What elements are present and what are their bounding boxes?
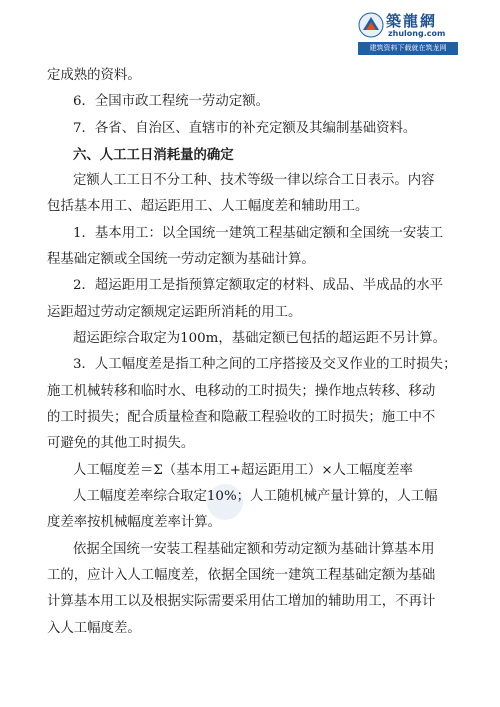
logo-slogan: 建筑资料下载就在筑龙网 <box>358 42 458 55</box>
text-line: 程基础定额或全国统一劳动定额为基础计算。 <box>47 252 315 267</box>
text-line: 依据全国统一安装工程基础定额和劳动定额为基础计算基本用 <box>73 542 435 557</box>
logo-name: 築龍網 <box>386 12 438 30</box>
text-line: 7．各省、自治区、直辖市的补充定额及其编制基础资料。 <box>73 121 417 136</box>
text-line: 定成熟的资料。 <box>47 68 141 83</box>
text-line: 的工时损失；配合质量检查和隐蔽工程验收的工时损失；施工中不 <box>47 410 436 425</box>
text-line: 施工机械转移和临时水、电移动的工时损失；操作地点转移、移动 <box>47 384 436 399</box>
text-line: 1．基本用工：以全国统一建筑工程基础定额和全国统一安装工 <box>73 226 444 241</box>
logo-mark-icon <box>358 12 384 38</box>
text-line: 运距超过劳动定额规定运距所消耗的用工。 <box>47 305 302 320</box>
text-line: 人工幅度差率综合取定10%；人工随机械产量计算的，人工幅 <box>73 489 438 504</box>
zhulong-logo <box>358 10 458 58</box>
text-line: 3．人工幅度差是指工种之间的工序搭接及交叉作业的工时损失； <box>73 357 457 372</box>
text-line: 超运距综合取定为100m，基础定额已包括的超运距不另计算。 <box>73 331 447 346</box>
formula-line: 人工幅度差＝Σ（基本用工+超运距用工）×人工幅度差率 <box>73 463 413 478</box>
text-line: 度差率按机械幅度差率计算。 <box>47 515 222 530</box>
text-line: 可避免的其他工时损失。 <box>47 436 195 451</box>
text-line: 6．全国市政工程统一劳动定额。 <box>73 94 269 109</box>
section-heading: 六、人工工日消耗量的确定 <box>73 147 234 163</box>
text-line: 定额人工工日不分工种、技术等级一律以综合工日表示。内容 <box>73 173 435 188</box>
text-line: 入人工幅度差。 <box>47 621 141 636</box>
text-line: 包括基本用工、超运距用工、人工幅度差和辅助用工。 <box>47 199 369 214</box>
text-line: 2．超运距用工是指预算定额取定的材料、成品、半成品的水平 <box>73 278 444 293</box>
logo-domain: zhulong.com <box>388 29 446 38</box>
text-line: 计算基本用工以及根据实际需要采用估工增加的辅助用工，不再计 <box>47 594 436 609</box>
text-line: 工的，应计入人工幅度差，依据全国统一建筑工程基础定额为基础 <box>47 568 436 583</box>
